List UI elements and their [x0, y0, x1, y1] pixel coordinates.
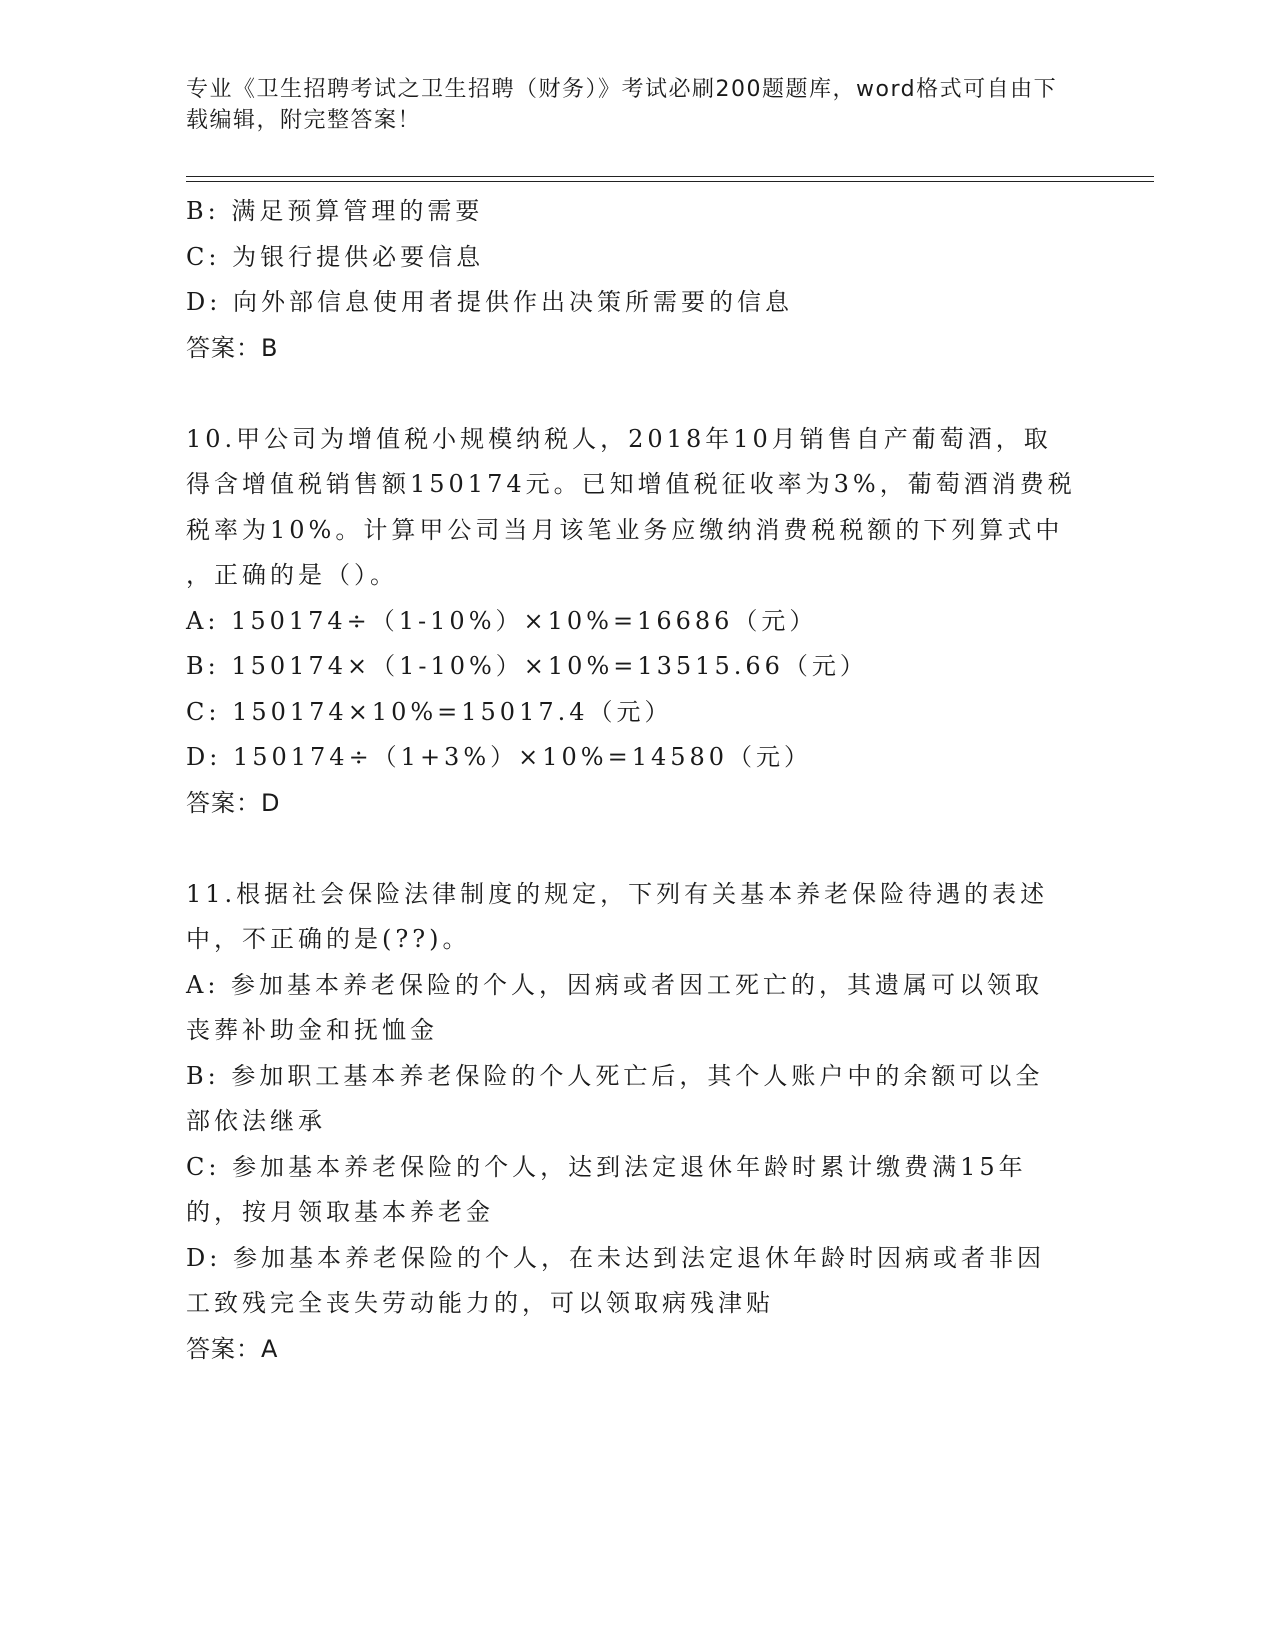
option-a: A: 150174÷（1-10%）×10%=16686（元） — [186, 606, 818, 635]
option-c: C: 为银行提供必要信息 — [186, 242, 485, 271]
option-d: D: 150174÷（1+3%）×10%=14580（元） — [186, 743, 813, 771]
header-intro: 专业《卫生招聘考试之卫生招聘（财务）》考试必刷200题题库，word格式可自由下载编辑，附完整答案！ — [186, 77, 1058, 133]
option-c: C: 参加基本养老保险的个人，达到法定退休年龄时累计缴费满15年 — [186, 1152, 1027, 1181]
option-c-continuation: 的，按月领取基本养老金 — [186, 1198, 494, 1226]
question-11 — [186, 872, 1086, 1373]
document-header — [186, 74, 1066, 136]
question-stem-line: ，正确的是（）。 — [186, 561, 398, 589]
option-a-continuation: 丧葬补助金和抚恤金 — [186, 1016, 438, 1044]
option-d: D: 参加基本养老保险的个人，在未达到法定退休年龄时因病或者非因 — [186, 1243, 1045, 1272]
answer-line: 答案：A — [186, 1334, 279, 1363]
option-b: B: 150174×（1-10%）×10%=13515.66（元） — [186, 652, 868, 680]
question-stem-line: 11.根据社会保险法律制度的规定，下列有关基本养老保险待遇的表述 — [186, 879, 1049, 908]
header-divider-bottom — [186, 181, 1154, 182]
header-divider-top — [186, 176, 1154, 177]
spacer — [186, 826, 1086, 872]
option-b: B: 满足预算管理的需要 — [186, 197, 484, 225]
option-d-continuation: 工致残完全丧失劳动能力的，可以领取病残津贴 — [186, 1289, 774, 1317]
spacer — [186, 371, 1086, 417]
question-stem-line: 税率为10%。计算甲公司当月该笔业务应缴纳消费税税额的下列算式中 — [186, 515, 1064, 544]
document-body — [186, 189, 1086, 1372]
option-a: A: 参加基本养老保险的个人，因病或者因工死亡的，其遗属可以领取 — [186, 970, 1044, 999]
question-9-tail — [186, 189, 1086, 371]
option-c: C: 150174×10%=15017.4（元） — [186, 697, 673, 726]
option-d: D: 向外部信息使用者提供作出决策所需要的信息 — [186, 288, 793, 316]
question-10 — [186, 417, 1086, 827]
question-stem-line: 得含增值税销售额150174元。已知增值税征收率为3%，葡萄酒消费税 — [186, 470, 1076, 498]
answer-line: 答案：D — [186, 788, 281, 817]
option-b-continuation: 部依法继承 — [186, 1107, 326, 1135]
question-stem-line: 中，不正确的是(??)。 — [186, 925, 471, 953]
option-b: B: 参加职工基本养老保险的个人死亡后，其个人账户中的余额可以全 — [186, 1061, 1044, 1090]
answer-line: 答案：B — [186, 333, 279, 362]
question-stem-line: 10.甲公司为增值税小规模纳税人，2018年10月销售自产葡萄酒，取 — [186, 424, 1052, 453]
